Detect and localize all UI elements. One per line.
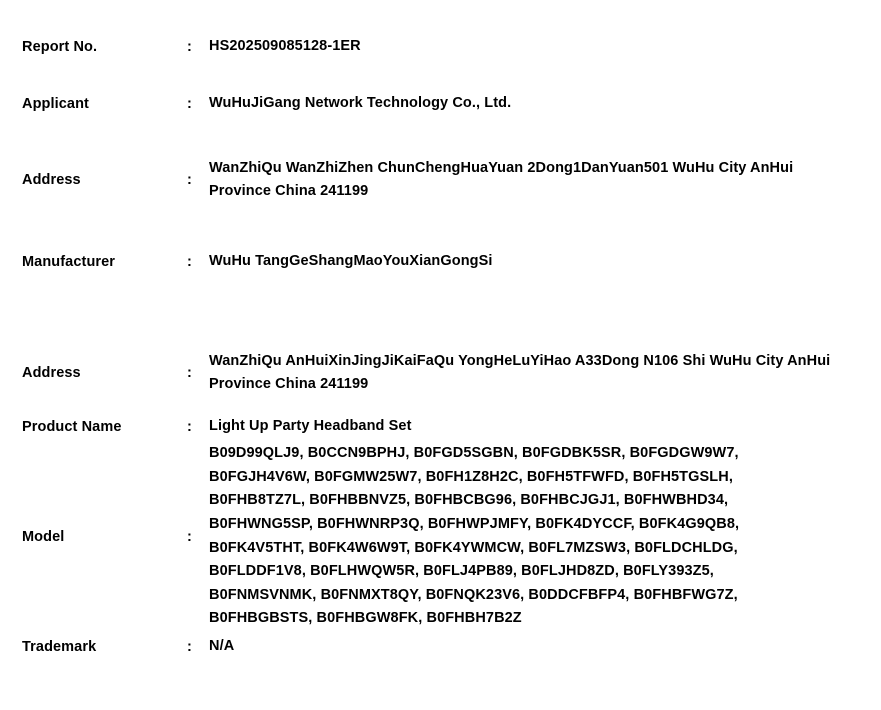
model-line: B0FHB8TZ7L, B0FHBBNVZ5, B0FHBCBG96, B0FHBCJGJ1, B0FHWBHD34, bbox=[209, 492, 729, 509]
spacer-cell-mid bbox=[187, 298, 209, 334]
field-colon-report-no: : bbox=[187, 39, 192, 55]
field-value-model bbox=[209, 442, 855, 631]
field-label-manufacturer-address: Address bbox=[22, 365, 81, 381]
spacer-cell-right bbox=[209, 298, 855, 334]
field-value-applicant-address: WanZhiQu WanZhiZhen ChunChengHuaYuan 2Dong1DanYuan501 WuHu City AnHui Province China 241199 bbox=[209, 159, 794, 199]
table-row-manufacturer-address bbox=[22, 334, 855, 412]
model-line: B0FK4V5THT, B0FK4W6W9T, B0FK4YWMCW, B0FL7MZSW3, B0FLDCHLDG, bbox=[209, 539, 738, 556]
field-label-model: Model bbox=[22, 528, 65, 545]
table-row-applicant-address bbox=[22, 134, 855, 226]
table-row-model bbox=[22, 442, 855, 631]
report-info-table bbox=[22, 20, 855, 663]
model-line: B0FHWNG5SP, B0FHWNRP3Q, B0FHWPJMFY, B0FK4DYCCF, B0FK4G9QB8, bbox=[209, 515, 740, 532]
model-line: B0FGJH4V6W, B0FGMW25W7, B0FH1Z8H2C, B0FH5TFWFD, B0FH5TGSLH, bbox=[209, 468, 733, 485]
field-value-trademark: N/A bbox=[209, 638, 235, 655]
model-line: B0FNMSVNMK, B0FNMXT8QY, B0FNQK23V6, B0DDCFBFP4, B0FHBFWG7Z, bbox=[209, 586, 738, 603]
field-value-manufacturer: WuHu TangGeShangMaoYouXianGongSi bbox=[209, 253, 493, 270]
field-label-applicant: Applicant bbox=[22, 96, 89, 112]
spacer-cell-left bbox=[22, 298, 187, 334]
field-colon-trademark: : bbox=[187, 639, 192, 655]
field-label-manufacturer: Manufacturer bbox=[22, 254, 116, 270]
field-value-report-no: HS202509085128-1ER bbox=[209, 38, 361, 55]
table-row-spacer bbox=[22, 298, 855, 334]
model-line: B09D99QLJ9, B0CCN9BPHJ, B0FGD5SGBN, B0FGDBK5SR, B0FGDGW9W7, bbox=[209, 445, 739, 461]
table-row-manufacturer bbox=[22, 226, 855, 298]
field-colon-manufacturer-address: : bbox=[187, 365, 192, 381]
field-colon-model: : bbox=[187, 528, 192, 545]
field-colon-manufacturer: : bbox=[187, 254, 192, 270]
model-line: B0FHBGBSTS, B0FHBGW8FK, B0FHBH7B2Z bbox=[209, 610, 522, 627]
table-row-report-no bbox=[22, 20, 855, 74]
field-value-manufacturer-address: WanZhiQu AnHuiXinJingJiKaiFaQu YongHeLuYiHao A33Dong N106 Shi WuHu City AnHui Province China 241199 bbox=[209, 352, 831, 392]
table-row-product-name bbox=[22, 412, 855, 442]
field-label-report-no: Report No. bbox=[22, 39, 98, 55]
field-colon-product-name: : bbox=[187, 419, 192, 435]
field-value-product-name: Light Up Party Headband Set bbox=[209, 418, 412, 435]
field-value-applicant: WuHuJiGang Network Technology Co., Ltd. bbox=[209, 95, 512, 112]
field-label-product-name: Product Name bbox=[22, 419, 122, 435]
model-line: B0FLDDF1V8, B0FLHWQW5R, B0FLJ4PB89, B0FLJHD8ZD, B0FLY393Z5, bbox=[209, 563, 714, 580]
field-label-applicant-address: Address bbox=[22, 172, 81, 188]
field-colon-applicant-address: : bbox=[187, 172, 192, 188]
table-row-applicant bbox=[22, 74, 855, 134]
field-label-trademark: Trademark bbox=[22, 639, 97, 655]
field-colon-applicant: : bbox=[187, 96, 192, 112]
table-row-trademark bbox=[22, 631, 855, 663]
